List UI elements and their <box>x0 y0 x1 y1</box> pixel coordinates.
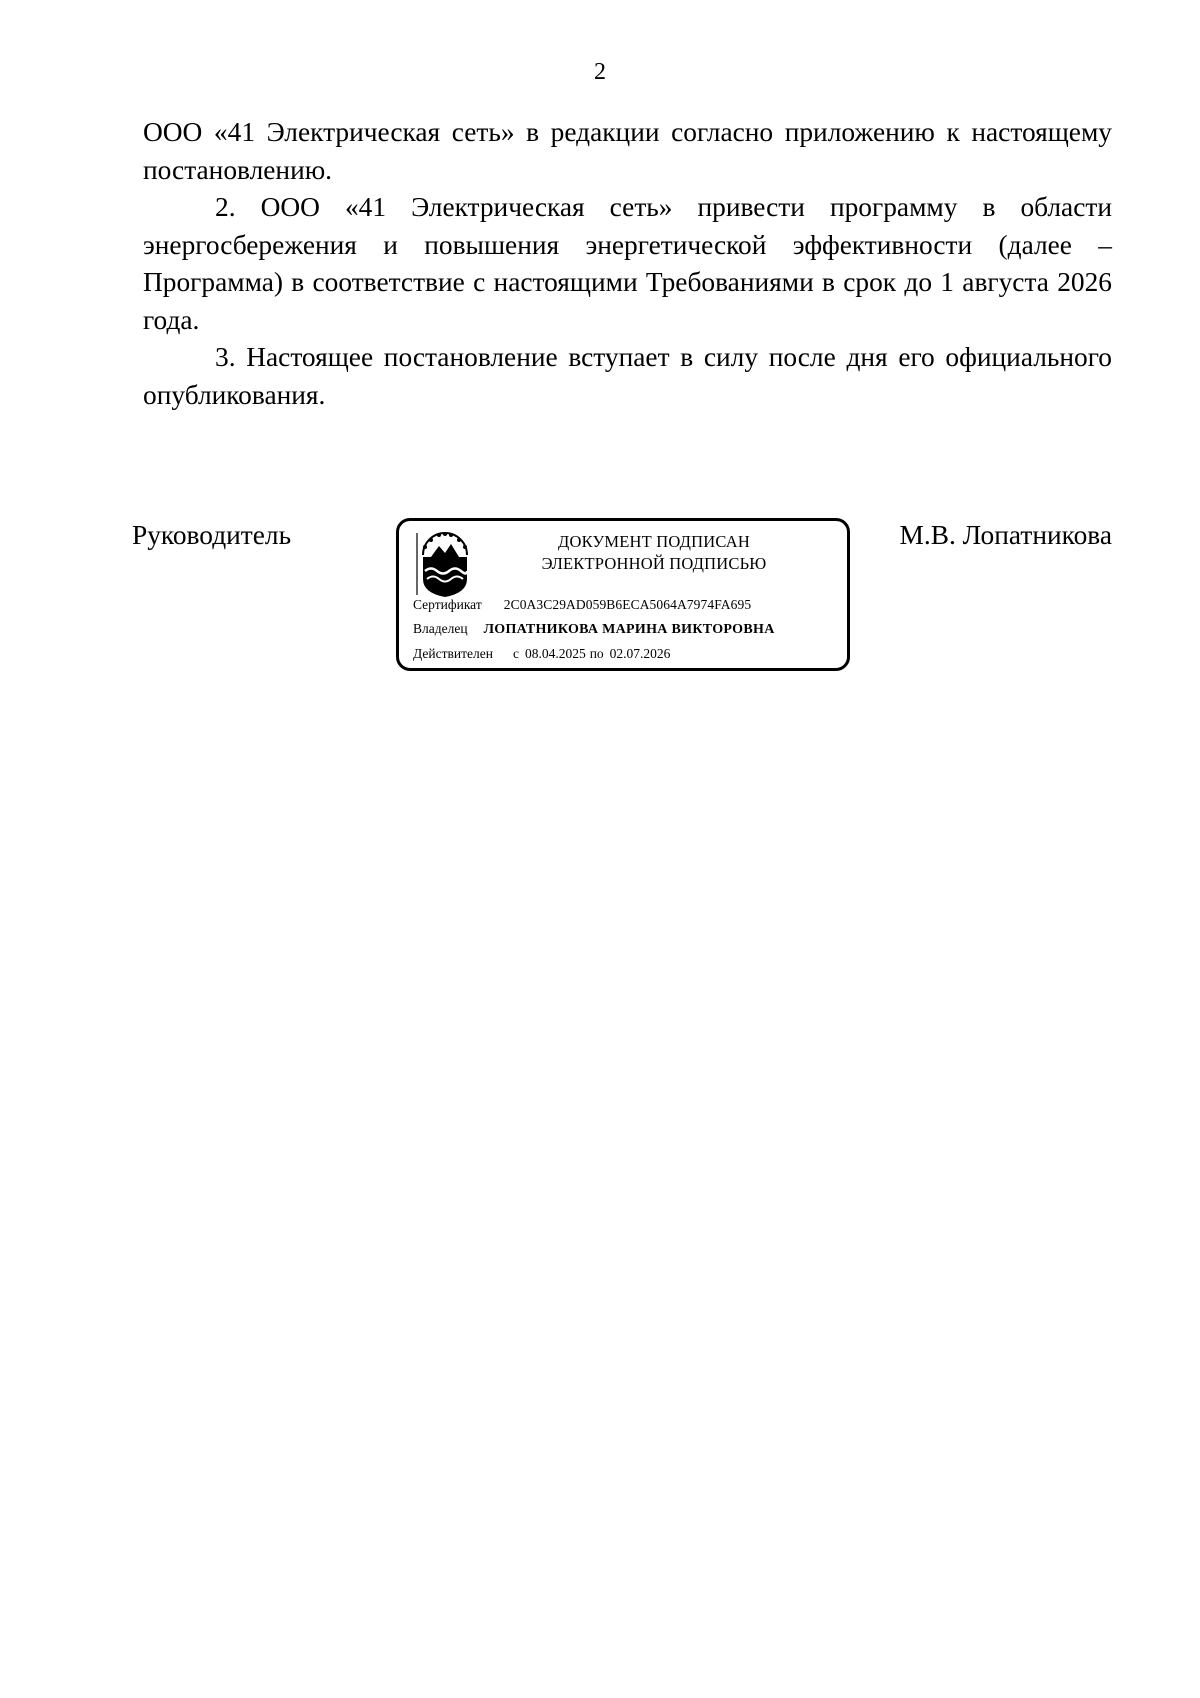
validity-from-prefix: с <box>512 646 519 661</box>
owner-row <box>413 620 775 639</box>
owner-value: ЛОПАТНИКОВА МАРИНА ВИКТОРОВНА <box>483 622 775 637</box>
signer-title: Руководитель <box>132 520 292 550</box>
validity-to-prefix: по <box>589 646 604 661</box>
signer-name: М.В. Лопатникова <box>899 520 1112 550</box>
paragraph-3: 3. Настоящее постановление вступает в силу после дня его официального опубликования. <box>143 342 1112 410</box>
certificate-row <box>413 596 751 614</box>
certificate-label: Сертификат <box>413 597 482 612</box>
validity-to-date: 02.07.2026 <box>609 646 671 661</box>
stamp-header-line-1: ДОКУМЕНТ ПОДПИСАН <box>558 532 750 551</box>
electronic-signature-stamp <box>396 518 850 671</box>
paragraph-2: 2. ООО «41 Электрическая сеть» привести программу в области энергосбережения и повышения энергетической эффективности (далее – Программа) в соответствие с настоящими Требованиями в срок до 1 августа 2026 года. <box>143 192 1112 335</box>
owner-label: Владелец <box>413 621 468 636</box>
page-number: 2 <box>594 59 606 85</box>
stamp-header-line-2: ЭЛЕКТРОННОЙ ПОДПИСЬЮ <box>541 554 767 573</box>
validity-from-date: 08.04.2025 <box>524 646 586 661</box>
certificate-value: 2C0A3C29AD059B6ECA5064A7974FA695 <box>503 597 752 612</box>
stamp-header <box>484 531 824 575</box>
coat-of-arms-icon <box>415 529 475 599</box>
validity-row <box>413 645 670 663</box>
paragraph-1-continuation: ООО «41 Электрическая сеть» в редакции согласно приложению к настоящему постановлению. <box>143 117 1112 185</box>
document-body <box>143 114 1112 414</box>
validity-label: Действителен <box>413 646 493 661</box>
